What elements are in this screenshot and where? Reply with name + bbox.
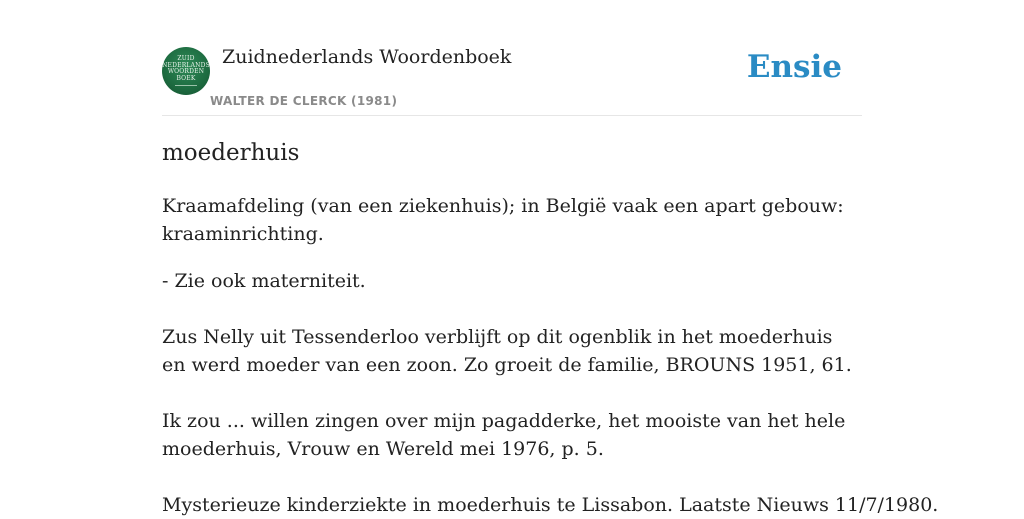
logo-line: BOEK: [176, 74, 196, 82]
ensie-brand-link[interactable]: Ensie: [746, 49, 842, 85]
dictionary-title-link[interactable]: Zuidnederlands Woordenboek: [222, 46, 512, 68]
entry-example: Zus Nelly uit Tessenderloo verblijft op dit ogenblik in het moederhuis en werd moeder van een zoon. Zo groeit de familie, BROUNS 1951, 61.: [162, 326, 852, 376]
entry-example: Mysterieuze kinderziekte in moederhuis te Lissabon. Laatste Nieuws 11/7/1980.: [162, 494, 939, 516]
logo-rule: [175, 85, 197, 86]
entry-see-also: - Zie ook materniteit.: [162, 270, 366, 292]
dictionary-logo[interactable]: [162, 47, 210, 95]
entry-example: Ik zou ... willen zingen over mijn pagadderke, het mooiste van het hele moederhuis, Vrouw en Wereld mei 1976, p. 5.: [162, 410, 846, 460]
entry-headword: moederhuis: [162, 140, 300, 166]
header: [162, 0, 862, 116]
dictionary-author: WALTER DE CLERCK (1981): [210, 94, 398, 108]
logo-line: WOORDEN: [167, 68, 205, 75]
page: [162, 0, 939, 516]
logo-line: NEDERLANDS: [162, 61, 210, 69]
logo-line: ZUID: [177, 55, 195, 62]
entry-definition: Kraamafdeling (van een ziekenhuis); in België vaak een apart gebouw: kraaminrichting.: [162, 195, 844, 245]
